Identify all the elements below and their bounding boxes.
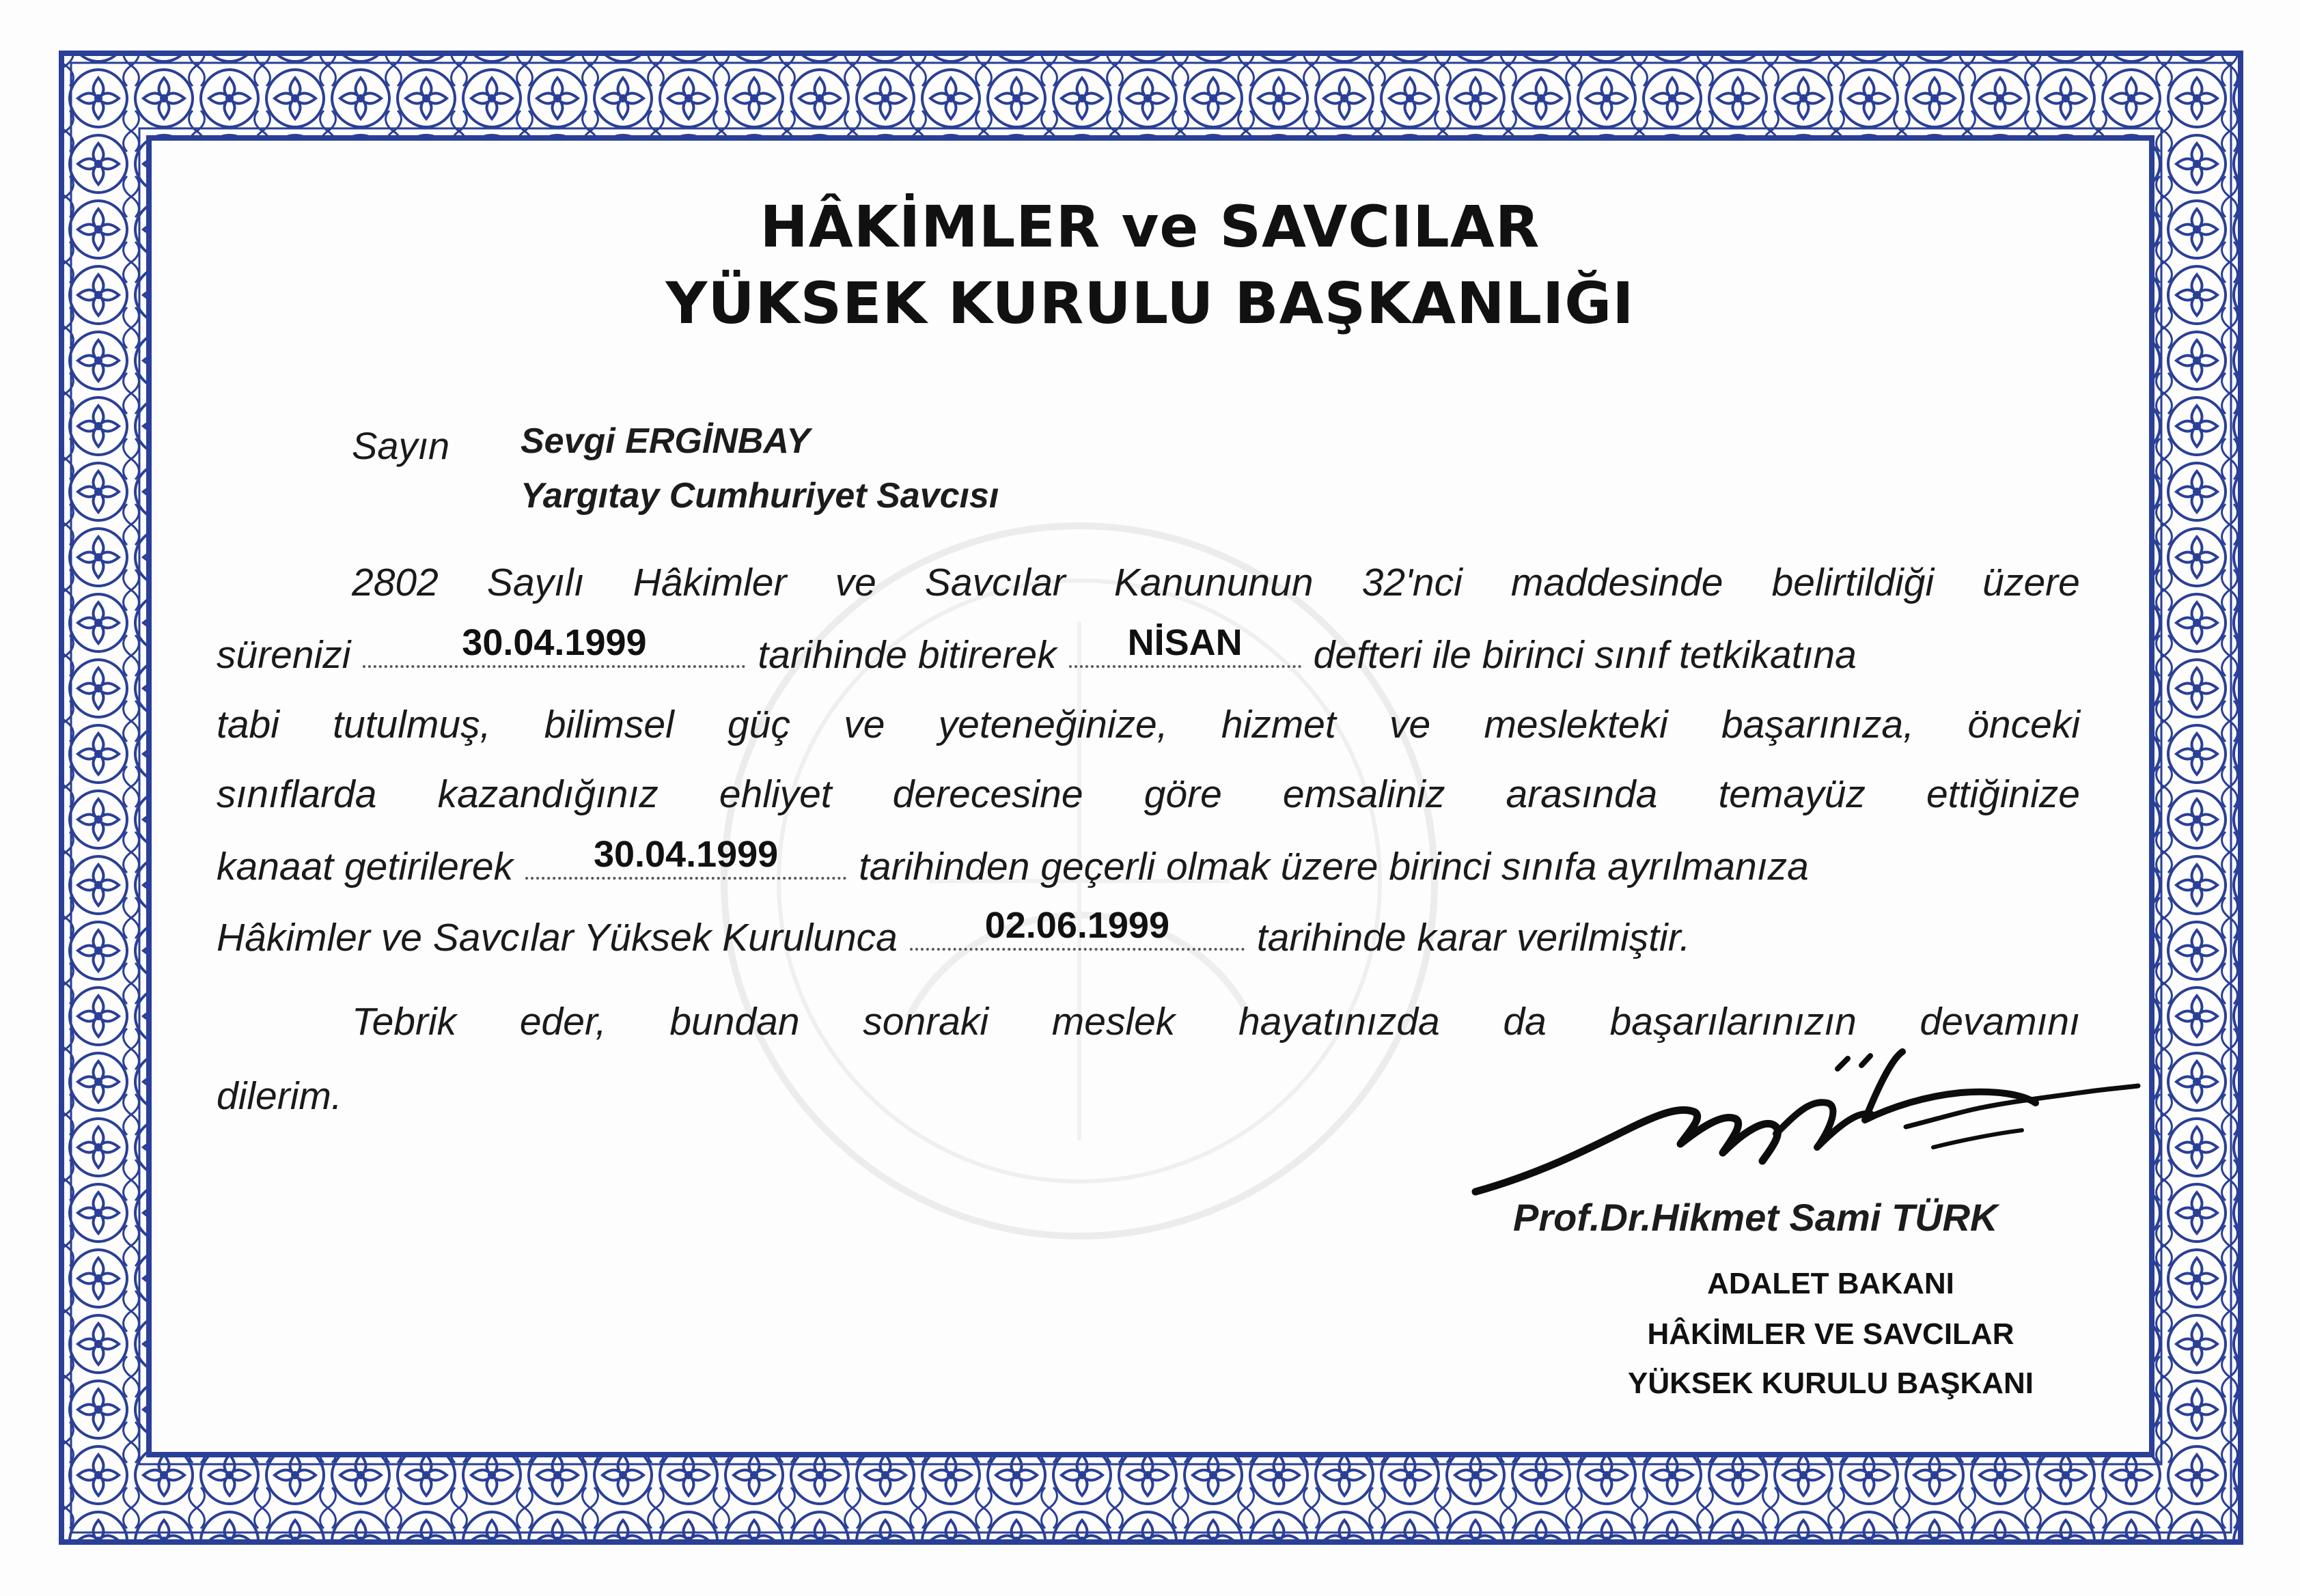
recipient-name: Sevgi ERGİNBAY xyxy=(521,421,810,461)
body-text: defteri ile birinci sınıf tetkikatına xyxy=(1313,633,1857,677)
body-word: başarınıza, xyxy=(1721,703,1914,746)
body-text: tarihinde karar verilmiştir. xyxy=(1256,916,1691,960)
body-text: tarihinde bitirerek xyxy=(758,633,1057,677)
body-word: bilimsel xyxy=(544,703,674,746)
body-word: hayatınızda xyxy=(1238,1000,1440,1044)
body-text: dilerim. xyxy=(217,1074,342,1118)
body-word: bundan xyxy=(669,1000,800,1044)
body-word: Hâkimler xyxy=(633,561,787,604)
body-line-3 xyxy=(217,705,2080,744)
body-word: önceki xyxy=(1967,703,2080,746)
body-word: devamını xyxy=(1920,1000,2080,1044)
body-word: Savcılar xyxy=(924,561,1066,604)
body-word: emsaliniz xyxy=(1282,772,1445,816)
body-line-2 xyxy=(217,622,2080,677)
institution-title-line1: HÂKİMLER ve SAVCILAR xyxy=(760,193,1540,260)
body-word: yeteneğinize, xyxy=(938,703,1168,746)
body-word: meslek xyxy=(1051,1000,1176,1044)
body-word: ve xyxy=(1389,703,1431,746)
body-word: Kanununun xyxy=(1113,561,1314,604)
signer-office-line3: YÜKSEK KURULU BAŞKANI xyxy=(1627,1367,2034,1400)
body-text: Hâkimler ve Savcılar Yüksek Kurulunca xyxy=(217,916,898,960)
body-word: da xyxy=(1503,1000,1547,1044)
body-word: meslekteki xyxy=(1484,703,1668,746)
register-value: NİSAN xyxy=(1127,622,1243,663)
decision-date-field xyxy=(910,905,1245,951)
body-word: başarılarınızın xyxy=(1609,1000,1857,1044)
body-word: arasında xyxy=(1506,772,1658,816)
body-word: ehliyet xyxy=(719,772,832,816)
body-word: kazandığınız xyxy=(437,772,659,816)
body-word: ve xyxy=(835,561,876,604)
effective-date-field xyxy=(525,834,846,880)
body-line-5 xyxy=(217,834,2080,888)
decision-date-value: 02.06.1999 xyxy=(984,905,1169,946)
signer-name: Prof.Dr.Hikmet Sami TÜRK xyxy=(1513,1196,1998,1239)
register-field xyxy=(1069,622,1301,668)
body-word: tabi xyxy=(217,703,279,746)
completion-date-value: 30.04.1999 xyxy=(462,622,647,663)
handwritten-signature-icon xyxy=(1455,1031,2145,1209)
body-word: tutulmuş, xyxy=(333,703,491,746)
body-word: derecesine xyxy=(892,772,1083,816)
body-word: hizmet xyxy=(1221,703,1336,746)
body-word: sınıflarda xyxy=(217,772,377,816)
body-word: 2802 xyxy=(352,561,439,604)
completion-date-field xyxy=(363,622,745,668)
effective-date-value: 30.04.1999 xyxy=(593,834,779,875)
body-word: üzere xyxy=(1982,561,2080,604)
body-word: ettiğinize xyxy=(1926,772,2080,816)
signer-office-line2: HÂKİMLER VE SAVCILAR xyxy=(1647,1317,2014,1351)
body-word: belirtildiği xyxy=(1771,561,1935,604)
body-word: Tebrik xyxy=(352,1000,457,1044)
body-word: maddesinde xyxy=(1510,561,1723,604)
body-line-1 xyxy=(352,563,2080,602)
body-word: sonraki xyxy=(863,1000,989,1044)
salutation: Sayın xyxy=(352,424,450,467)
body-word: Sayılı xyxy=(486,561,585,604)
body-text: sürenizi xyxy=(217,633,351,677)
body-word: eder, xyxy=(519,1000,607,1044)
signer-office-line1: ADALET BAKANI xyxy=(1707,1267,1954,1300)
body-word: temayüz xyxy=(1718,772,1866,816)
institution-title-line2: YÜKSEK KURULU BAŞKANLIĞI xyxy=(665,270,1635,337)
body-word: göre xyxy=(1144,772,1222,816)
body-text: tarihinden geçerli olmak üzere birinci sınıfa ayrılmanıza xyxy=(859,845,1809,888)
body-text: kanaat getirilerek xyxy=(217,845,514,888)
body-line-4 xyxy=(217,772,2080,816)
recipient-title: Yargıtay Cumhuriyet Savcısı xyxy=(521,476,999,516)
body-word: güç xyxy=(728,703,790,746)
body-word: 32'nci xyxy=(1361,561,1463,604)
body-word: ve xyxy=(844,703,885,746)
body-line-6 xyxy=(217,905,2080,960)
